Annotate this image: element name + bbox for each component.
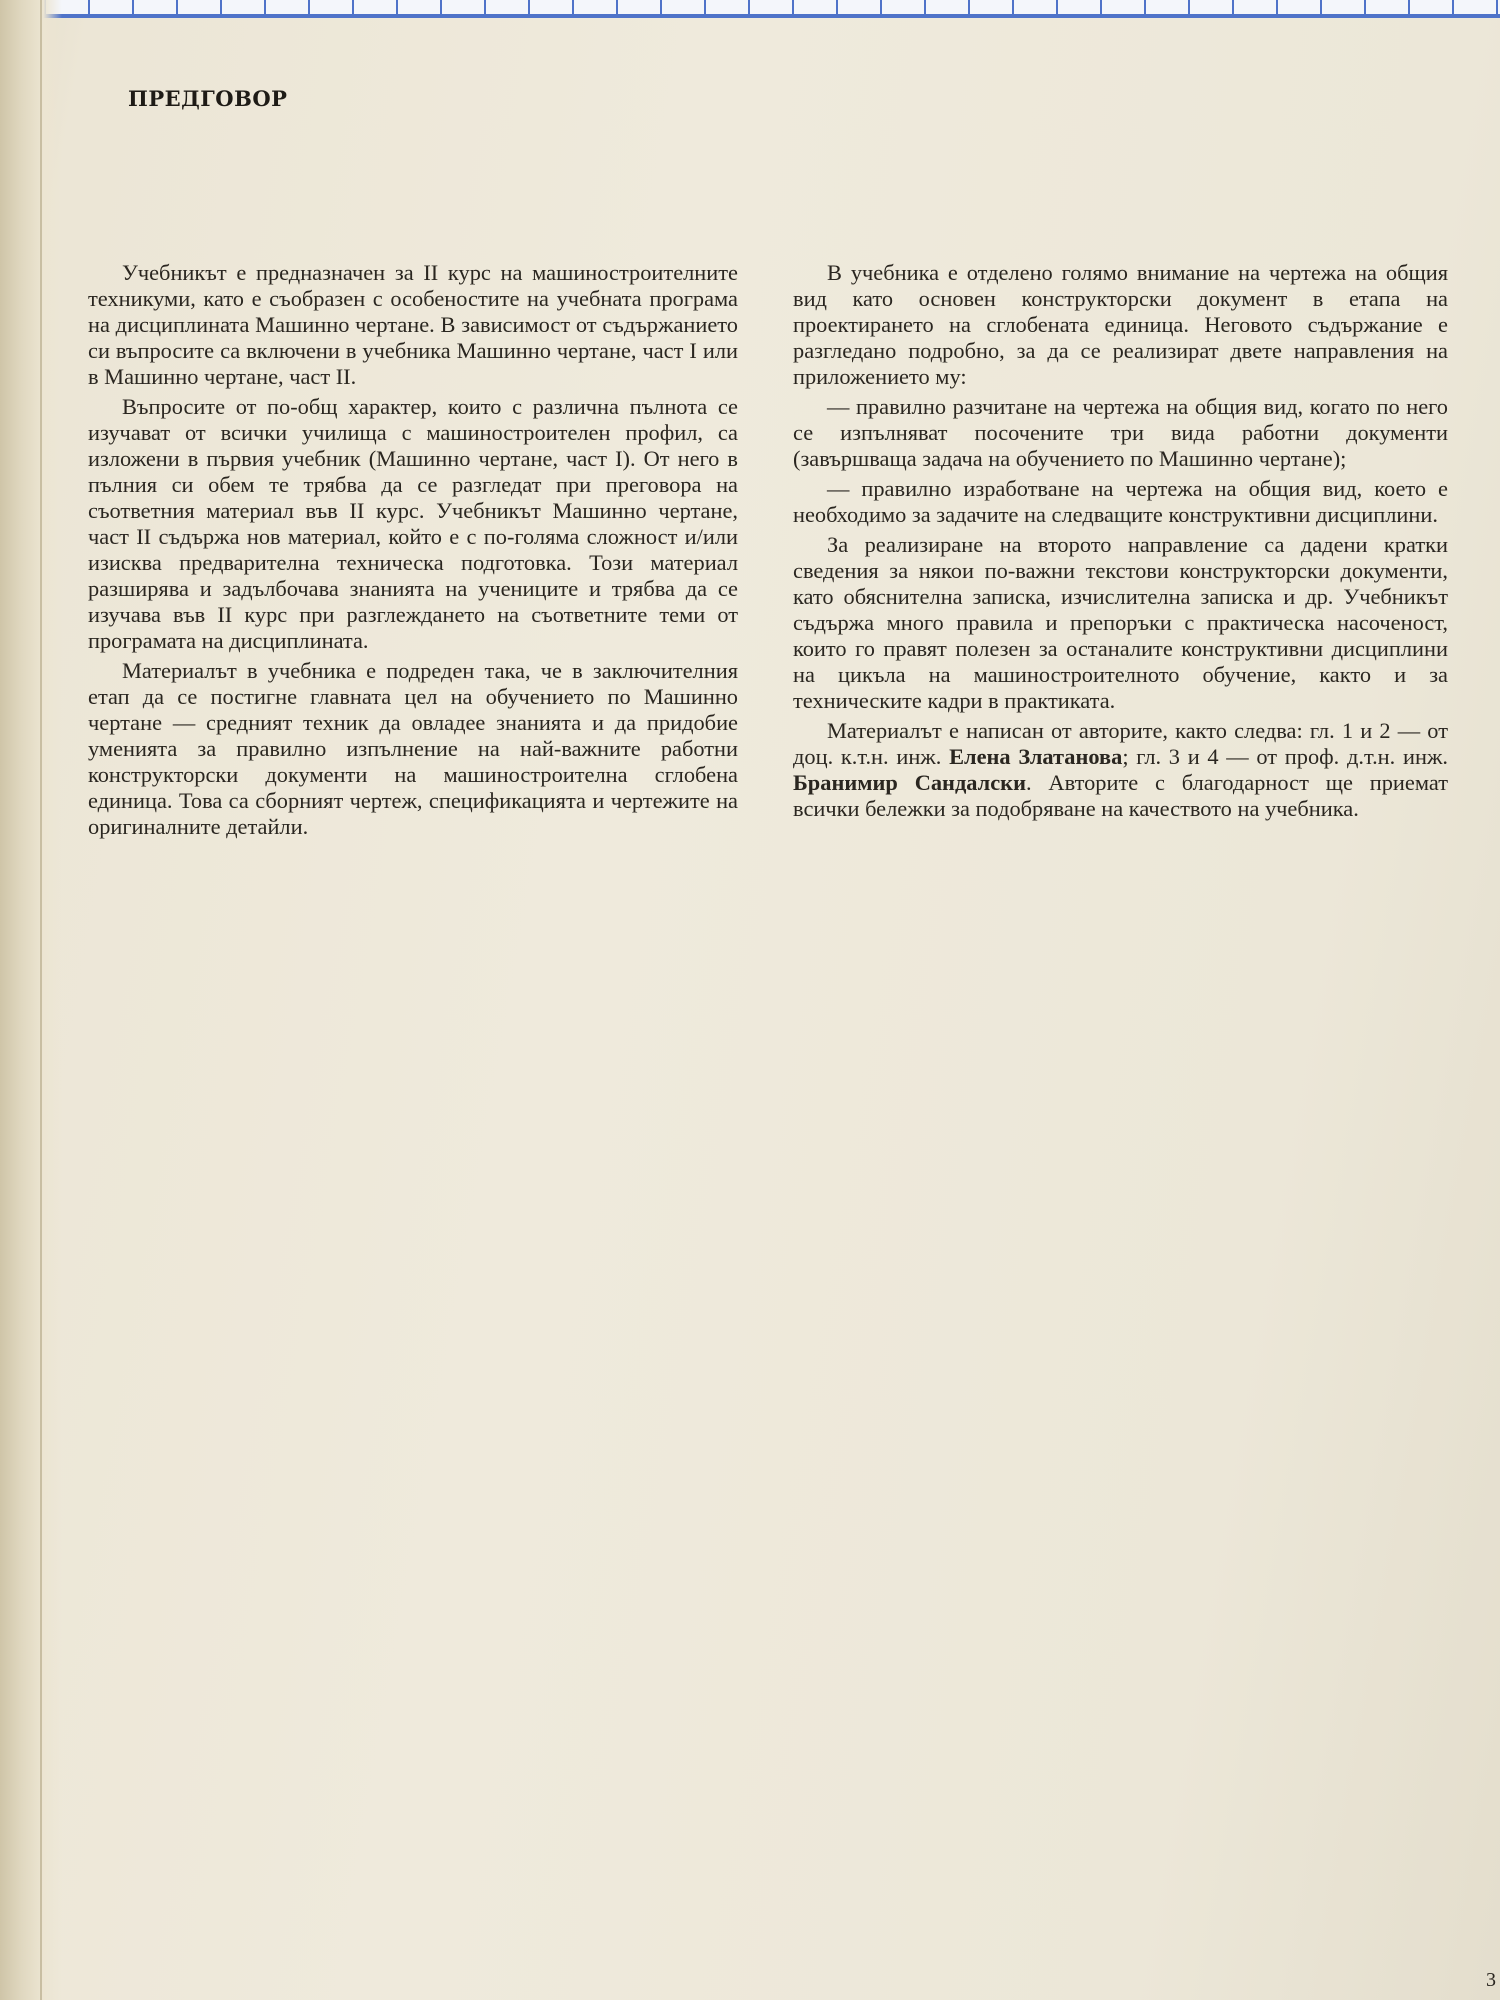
paragraph: — правилно разчитане на чертежа на общия вид, когато по него се изпълняват посочените три вида работни документи (завършваща задача на обучението по Машинно чертане);	[793, 394, 1448, 471]
left-text-column	[88, 260, 738, 840]
binding-edge	[40, 0, 42, 2000]
authors-paragraph	[793, 718, 1448, 822]
page-binding-shadow	[0, 0, 62, 2000]
paragraph: — правилно изработване на чертежа на общия вид, което е необходимо за задачите на следващите конструктивни дисциплини.	[793, 476, 1448, 527]
graph-paper-strip	[0, 0, 1500, 18]
authors-text: Материалът е написан от авторите, както следва: гл. 1 и 2 — от доц. к.т.н. инж.	[793, 718, 1448, 769]
right-text-column	[793, 260, 1448, 822]
paragraph: За реализиране на второто направление са дадени кратки сведения за някои по-важни текстови конструкторски документи, като обяснителна записка, изчислителна записка и др. Учебникът съдържа много правила и препоръки с практическа насоченост, които го правят полезен за останалите конструктивни дисциплини на цикъла на машиностроителното обучение, както и за техническите кадри в практиката.	[793, 532, 1448, 713]
author-name: Бранимир Сандалски	[793, 770, 1026, 795]
paragraph: В учебника е отделено голямо внимание на чертежа на общия вид като основен конструкторски документ в етапа на проектирането на сглобената единица. Неговото съдържание е разгледано подробно, за да се реализират двете направления на приложението му:	[793, 260, 1448, 389]
authors-text: ; гл. 3 и 4 — от проф. д.т.н. инж.	[1122, 744, 1449, 769]
paragraph: Учебникът е предназначен за II курс на машиностроителните техникуми, като е съобразен с особеностите на учебната програма на дисциплината Машинно чертане. В зависимост от съдържанието си въпросите са включени в учебника Машинно чертане, част I или в Машинно чертане, част II.	[88, 260, 738, 389]
page-heading: ПРЕДГОВОР	[128, 86, 288, 111]
author-name: Елена Златанова	[949, 744, 1123, 769]
paragraph: Материалът в учебника е подреден така, че в заключителния етап да се постигне главната цел на обучението по Машинно чертане — средният техник да овладее знанията и да придобие уменията за правилно изпълнение на най-важните работни конструкторски документи на машиностроителна сглобена единица. Това са сборният чертеж, спецификацията и чертежите на оригиналните детайли.	[88, 658, 738, 839]
paragraph: Въпросите от по-общ характер, които с различна пълнота се изучават от всички училища с машиностроителен профил, са изложени в първия учебник (Машинно чертане, част I). От него в пълния си обем те трябва да се разгледат при преговора на съответния материал във II курс. Учебникът Машинно чертане, част II съдържа нов материал, който е с по-голяма сложност и/или изисква предварителна техническа подготовка. Този материал разширява и задълбочава знанията на учениците и трябва да се изучава във II курс при разглеждането на съответните теми от програмата на дисциплината.	[88, 394, 738, 653]
page-number: 3	[1486, 1969, 1496, 1991]
authors-text: . Авторите с благодарност ще приемат всички бележки за подобряване на качеството на учебника.	[793, 770, 1448, 821]
